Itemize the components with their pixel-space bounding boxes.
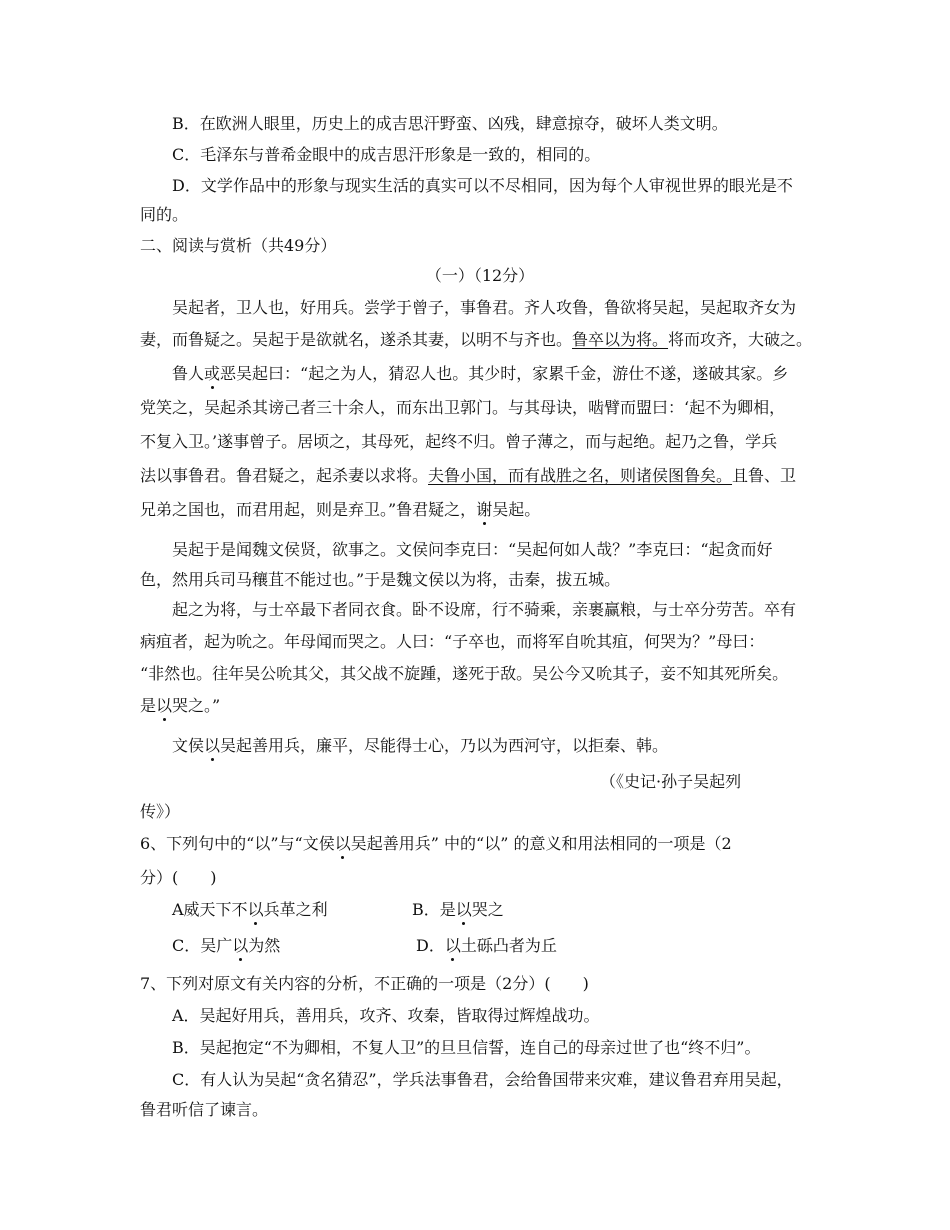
q7-option-c-line2: 鲁君听信了谏言。 <box>140 1100 269 1119</box>
passage-line: 病疽者，起为吮之。年母闻而哭之。人曰：“子卒也，而将军自吮其疽，何哭为？”母曰： <box>140 632 765 651</box>
option-d-line1: D．文学作品中的形象与现实生活的真实可以不尽相同，因为每个人审视世界的眼光是不 <box>172 176 793 195</box>
q6-option-b <box>412 900 504 920</box>
passage-line <box>140 696 820 716</box>
q7-option-b: B．吴起抱定“不为卿相，不复人卫”的旦旦信誓，连自己的母亲过世了也“终不归”。 <box>172 1038 761 1057</box>
option-text: D． <box>416 936 445 955</box>
underlined-sentence: 鲁卒以为将。 <box>572 330 669 349</box>
question-6-stem-end: 分）( ) <box>140 868 217 887</box>
option-b: B．在欧洲人眼里，历史上的成吉思汗野蛮、凶残，肆意掠夺，破坏人类文明。 <box>172 114 728 133</box>
option-text: 土砾凸者为丘 <box>460 936 557 955</box>
passage-line: 起之为将，与士卒最下者同衣食。卧不设席，行不骑乘，亲裹赢粮，与士卒分劳苦。卒有 <box>172 600 797 619</box>
passage-line: 党笑之，吴起杀其谤己者三十余人，而东出卫郭门。与其母诀，啮臂而盟曰：‘起不为卿相， <box>140 398 786 417</box>
passage-line: 吴起于是闻魏文侯贤，欲事之。文侯问李克曰：“吴起何如人哉？”李克曰：“起贪而好 <box>172 540 773 559</box>
passage-line <box>172 736 852 756</box>
underlined-sentence: 夫鲁小国，而有战胜之名，则诸侯图鲁矣。 <box>428 466 733 485</box>
passage-line: “非然也。往年吴公吮其父，其父战不旋踵，遂死于敌。吴公今又吮其子，妾不知其死所矣。 <box>140 664 789 683</box>
option-text: A威天下不 <box>172 900 248 919</box>
question-text: 6、下列句中的“以”与“文侯 <box>140 834 335 853</box>
option-text: 兵革之利 <box>263 900 328 919</box>
passage-text: 恶吴起曰：“起之为人，猜忍人也。其少时，家累千金，游仕不遂，遂破其家。乡 <box>220 364 789 383</box>
passage-text: 是 <box>140 696 157 715</box>
q7-option-a: A．吴起好用兵，善用兵，攻齐、攻秦，皆取得过辉煌战功。 <box>172 1006 600 1025</box>
passage-text: 兄弟之国也，而君用起，则是弃卫。”鲁君疑之， <box>140 500 477 519</box>
option-text: 哭之 <box>471 900 504 919</box>
passage-line: 不复入卫。’遂事曾子。居顷之，其母死，起终不归。曾子薄之，而与起绝。起乃之鲁，学兵 <box>140 432 778 451</box>
dotted-character: 以 <box>232 936 249 955</box>
option-text: B．是 <box>412 900 456 919</box>
dotted-character: 以 <box>334 834 351 853</box>
section-title: 二、阅读与赏析（共49分） <box>140 236 337 255</box>
dotted-character: 谢 <box>476 500 493 519</box>
q6-option-d <box>416 936 557 956</box>
dotted-character: 以 <box>455 900 472 919</box>
passage-line <box>140 466 820 486</box>
question-text: 吴起善用兵” 中的“以” 的意义和用法相同的一项是（2 <box>350 834 732 853</box>
passage-text: 且鲁、卫 <box>732 466 797 485</box>
source-citation: （《史记·孙子吴起列 <box>600 772 742 791</box>
q7-option-c-line1: C．有人认为吴起“贪名猜忍”，学兵法事鲁君，会给鲁国带来灾难，建议鲁君弃用吴起， <box>172 1070 793 1089</box>
passage-line: 吴起者，卫人也，好用兵。尝学于曾子，事鲁君。齐人攻鲁，鲁欲将吴起，吴起取齐女为 <box>172 298 797 317</box>
passage-text: 文侯 <box>172 736 205 755</box>
question-7-stem: 7、下列对原文有关内容的分析，不正确的一项是（2分）( ) <box>140 974 589 993</box>
option-d-line2: 同的。 <box>140 205 189 224</box>
passage-text: 妻，而鲁疑之。吴起于是欲就名，遂杀其妻，以明不与齐也。 <box>140 330 573 349</box>
passage-text: 吴起善用兵，廉平，尽能得士心，乃以为西河守，以拒秦、韩。 <box>220 736 669 755</box>
dotted-character: 或 <box>204 364 221 383</box>
dotted-character: 以 <box>204 736 221 755</box>
source-citation-end: 传》） <box>140 802 181 821</box>
question-6-stem <box>140 834 820 854</box>
dotted-character: 以 <box>247 900 264 919</box>
passage-text: 吴起。 <box>492 500 541 519</box>
passage-line <box>172 364 852 384</box>
passage-text: 法以事鲁君。鲁君疑之，起杀妻以求将。 <box>140 466 429 485</box>
option-text: C．吴广 <box>172 936 233 955</box>
q6-option-c <box>172 936 280 956</box>
option-text: 为然 <box>248 936 281 955</box>
passage-line <box>140 330 820 350</box>
subsection-title: （一）（12分） <box>425 266 535 285</box>
passage-line <box>140 500 820 520</box>
passage-text: 鲁人 <box>172 364 205 383</box>
passage-line: 色，然用兵司马穰苴不能过也。”于是魏文侯以为将，击秦，拔五城。 <box>140 570 621 589</box>
option-c: C．毛泽东与普希金眼中的成吉思汗形象是一致的，相同的。 <box>172 145 601 164</box>
dotted-character: 以 <box>444 936 461 955</box>
q6-option-a <box>172 900 328 920</box>
passage-text: 将而攻齐，大破之。 <box>668 330 813 349</box>
dotted-character: 以 <box>156 696 173 715</box>
passage-text: 哭之。” <box>172 696 221 715</box>
